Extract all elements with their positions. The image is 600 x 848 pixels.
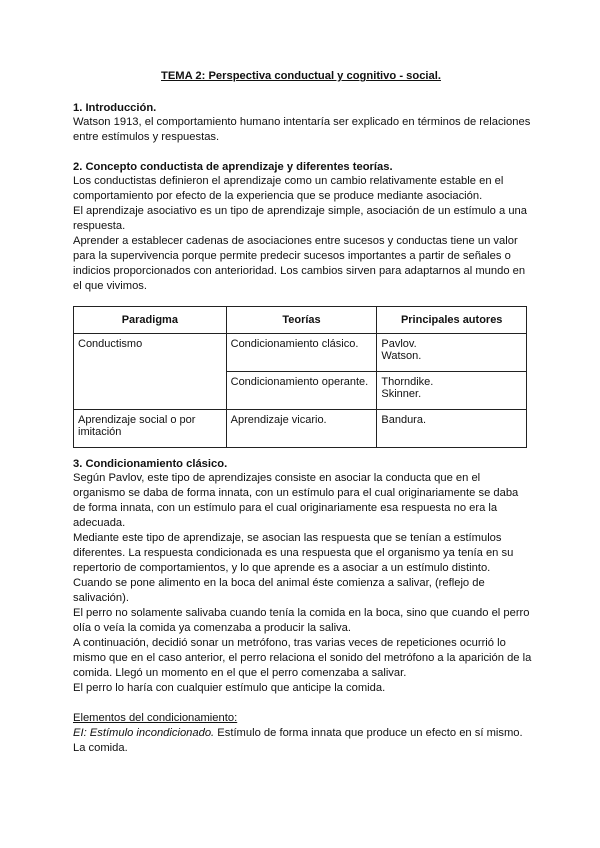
theory-cell: Aprendizaje vicario. [226,410,377,448]
paragraph-line: de forma innata, con un estímulo para el cual originariamente esa respuesta no era la [73,502,498,514]
paragraph-line: El perro lo haría con cualquier estímulo que anticipe la comida. [73,682,386,694]
column-header-paradigm: Paradigma [74,307,227,334]
paradigm-line: imitación [78,426,122,438]
paragraph-line: adecuada. [73,517,126,529]
paragraph-line: El aprendizaje asociativo es un tipo de aprendizaje simple, asociación de un estímulo a una [73,205,527,217]
paragraph-line: entre estímulos y respuestas. [73,131,220,143]
paragraph-line: comida. Llegó un momento en el que el perro comenzaba a salivar. [73,667,407,679]
authors-cell [377,372,527,410]
paradigm-table [73,306,527,448]
paragraph-line: organismo se daba de forma innata, con un estímulo para el cual originariamente se daba [73,487,519,499]
paragraph-line: para la supervivencia porque permite predecir sucesos importantes a partir de señales o [73,250,511,262]
section-1-heading: 1. Introducción. [73,102,157,114]
paragraph-line: salivación). [73,592,129,604]
author: Pavlov. [381,338,417,350]
paragraph-line: diferentes. La respuesta condicionada es una respuesta que el organismo ya tenía en su [73,547,514,559]
paragraph-line: El perro no solamente salivaba cuando tenía la comida en la boca, sino que cuando el perro [73,607,530,619]
table-row [74,410,527,448]
paragraph-line: Los conductistas definieron el aprendizaje como un cambio relativamente estable en el [73,175,504,187]
section-2-heading: 2. Concepto conductista de aprendizaje y diferentes teorías. [73,161,393,173]
paragraph-line: Mediante este tipo de aprendizaje, se asocian las respuesta que se tenían a estímulos [73,532,502,544]
paragraph-line: repertorio de comportamientos, y lo que aprende es a asociar a un estímulo distinto. [73,562,491,574]
authors-cell [377,410,527,448]
theory-cell: Condicionamiento clásico. [226,334,377,372]
section-3-heading: 3. Condicionamiento clásico. [73,458,228,470]
paradigm-cell [74,410,227,448]
paragraph-line: Watson 1913, el comportamiento humano intentaría ser explicado en términos de relaciones [73,116,531,128]
paragraph-line: Aprender a establecer cadenas de asociaciones entre sucesos y conductas tiene un valor [73,235,518,247]
table-row [74,334,527,372]
paragraph-line: mismo que en el caso anterior, el perro relaciona el sonido del metrófono a la aparición de la [73,652,532,664]
authors-cell [377,334,527,372]
column-header-authors: Principales autores [377,307,527,334]
paragraph-line: A continuación, decidió sonar un metrófono, tras varias veces de repeticiones ocurrió lo [73,637,506,649]
theory-cell: Condicionamiento operante. [226,372,377,410]
author: Thorndike. [381,376,434,388]
elements-heading: Elementos del condicionamiento: [73,712,238,724]
paragraph-line: indicios proporcionados con anterioridad. Los cambios sirven para adaptarnos al mundo en [73,265,526,277]
document-title: TEMA 2: Perspectiva conductual y cognitivo - social. [161,70,441,82]
element-example: La comida. [73,742,128,754]
element-definition [73,726,523,740]
paragraph-line: Cuando se pone alimento en la boca del animal éste comienza a salivar, (reflejo de [73,577,485,589]
paragraph-line: comportamiento por efecto de la experiencia que se produce mediante asociación. [73,190,483,202]
paragraph-line: el que vivimos. [73,280,147,292]
column-header-theories: Teorías [226,307,377,334]
paragraph-line: Según Pavlov, este tipo de aprendizajes consiste en asociar la conducta que en el [73,472,481,484]
author: Skinner. [381,388,422,400]
paragraph-line: olía o veía la comida ya comenzaba a producir la saliva. [73,622,351,634]
paradigm-line: Aprendizaje social o por [78,414,196,426]
element-term: EI: Estímulo incondicionado. [73,727,215,739]
element-description: Estímulo de forma innata que produce un efecto en sí mismo. [214,727,523,739]
paragraph-line: respuesta. [73,220,126,232]
table-header-row [74,307,527,334]
author: Watson. [381,350,422,362]
author: Bandura. [381,414,427,426]
paradigm-cell: Conductismo [74,334,227,410]
